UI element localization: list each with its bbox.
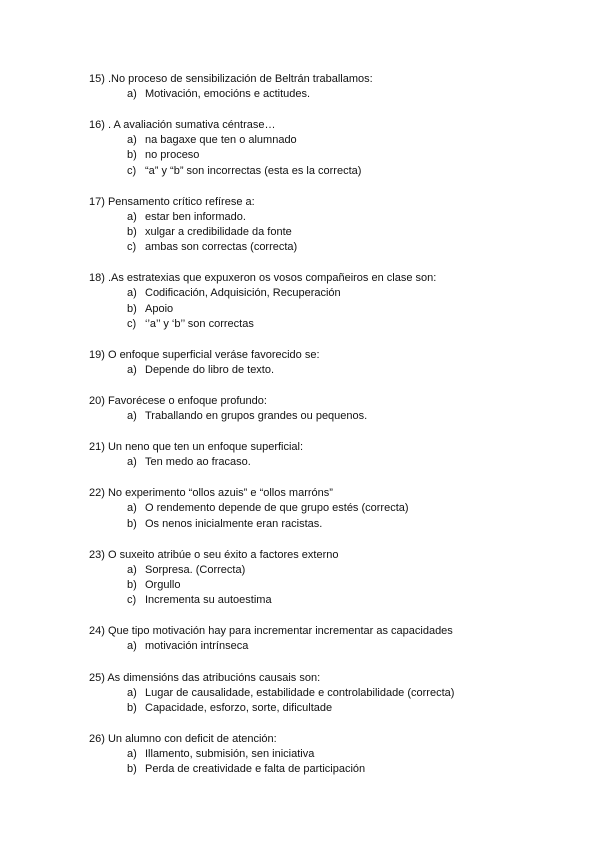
answer-option [89, 701, 569, 716]
answer-options [89, 286, 569, 332]
option-letter: c) [127, 164, 137, 177]
question-block [89, 486, 569, 531]
question-block [89, 732, 569, 777]
question-block [89, 624, 569, 654]
answer-options [89, 363, 569, 378]
option-text: Codificación, Adquisición, Recuperación [145, 287, 341, 300]
option-text: “a” y “b” son incorrectas (esta es la correcta) [145, 164, 362, 177]
option-text: Incrementa su autoestima [145, 594, 272, 607]
option-letter: a) [127, 134, 137, 147]
answer-option [89, 593, 569, 608]
option-text: Depende do libro de texto. [145, 363, 275, 376]
option-letter: a) [127, 747, 137, 760]
option-letter: a) [127, 210, 137, 223]
answer-option [89, 363, 569, 378]
option-letter: b) [127, 302, 137, 315]
answer-options [89, 563, 569, 609]
option-text: Os nenos inicialmente eran racistas. [145, 517, 323, 530]
option-letter: b) [127, 579, 137, 591]
answer-options [89, 747, 569, 777]
option-letter: b) [127, 763, 137, 776]
question-block [89, 348, 569, 378]
answer-option [89, 164, 569, 179]
answer-option [89, 87, 569, 102]
answer-option [89, 517, 569, 532]
answer-options [89, 133, 569, 179]
question-block [89, 548, 569, 609]
question-block [89, 271, 569, 332]
option-letter: a) [127, 456, 137, 469]
answer-options [89, 87, 569, 102]
answer-options [89, 210, 569, 256]
question-text: 23) O suxeito atribúe o seu éxito a factores externo [89, 548, 339, 561]
option-text: Illamento, submisión, sen iniciativa [145, 747, 315, 760]
option-text: Apoio [145, 302, 174, 315]
option-letter: c) [127, 241, 137, 254]
option-letter: c) [127, 317, 137, 330]
question-list [89, 72, 569, 793]
option-text: Sorpresa. (Correcta) [145, 563, 246, 576]
answer-option [89, 501, 569, 516]
answer-option [89, 639, 569, 654]
question-text: 22) No experimento “ollos azuis” e “ollos marróns” [89, 487, 333, 500]
option-letter: a) [127, 88, 137, 100]
answer-options [89, 455, 569, 470]
option-text: Perda de creatividade e falta de participación [145, 763, 366, 776]
answer-options [89, 501, 569, 531]
answer-option [89, 240, 569, 255]
option-text: ambas son correctas (correcta) [145, 241, 298, 254]
answer-option [89, 302, 569, 317]
question-block [89, 118, 569, 179]
option-text: Lugar de causalidade, estabilidade e controlabilidade (correcta) [145, 686, 455, 699]
question-block [89, 394, 569, 424]
question-text: 25) As dimensións das atribucións causais son: [89, 671, 321, 684]
question-text: 21) Un neno que ten un enfoque superficial: [89, 441, 304, 454]
answer-option [89, 133, 569, 148]
option-letter: a) [127, 287, 137, 300]
question-block [89, 195, 569, 256]
question-text: 20) Favorécese o enfoque profundo: [89, 395, 267, 408]
option-letter: a) [127, 502, 137, 515]
answer-option [89, 286, 569, 301]
option-text: estar ben informado. [145, 210, 246, 223]
option-text: Traballando en grupos grandes ou pequenos. [145, 410, 368, 423]
option-text: motivación intrínseca [145, 640, 249, 653]
answer-option [89, 317, 569, 332]
question-text: 15) .No proceso de sensibilización de Beltrán traballamos: [89, 73, 373, 85]
answer-options [89, 686, 569, 716]
option-text: Capacidade, esforzo, sorte, dificultade [145, 701, 333, 714]
question-text: 24) Que tipo motivación hay para incrementar incrementar as capacidades [89, 625, 453, 638]
answer-option [89, 563, 569, 578]
option-text: Orgullo [145, 579, 181, 591]
question-text: 17) Pensamento crítico refírese a: [89, 195, 255, 208]
question-block [89, 72, 569, 102]
answer-options [89, 639, 569, 654]
option-letter: a) [127, 363, 137, 376]
option-text: xulgar a credibilidade da fonte [145, 225, 292, 238]
answer-option [89, 210, 569, 225]
option-letter: b) [127, 701, 137, 714]
question-block [89, 440, 569, 470]
answer-option [89, 686, 569, 701]
option-letter: b) [127, 517, 137, 530]
option-text: Ten medo ao fracaso. [145, 456, 251, 469]
answer-option [89, 148, 569, 163]
question-text: 16) . A avaliación sumativa céntrase… [89, 119, 276, 132]
option-letter: a) [127, 563, 137, 576]
question-text: 26) Un alumno con deficit de atención: [89, 732, 277, 745]
option-text: Motivación, emocións e actitudes. [145, 88, 311, 100]
option-letter: a) [127, 410, 137, 423]
answer-option [89, 578, 569, 593]
question-block [89, 671, 569, 716]
option-text: O rendemento depende de que grupo estés (correcta) [145, 502, 409, 515]
question-text: 19) O enfoque superficial veráse favorecido se: [89, 348, 320, 361]
answer-option [89, 747, 569, 762]
answer-option [89, 455, 569, 470]
answer-option [89, 225, 569, 240]
answer-options [89, 409, 569, 424]
answer-option [89, 409, 569, 424]
option-letter: b) [127, 149, 137, 162]
option-text: no proceso [145, 149, 200, 162]
option-letter: c) [127, 594, 137, 607]
answer-option [89, 762, 569, 777]
option-letter: b) [127, 225, 137, 238]
option-letter: a) [127, 640, 137, 653]
option-letter: a) [127, 686, 137, 699]
option-text: na bagaxe que ten o alumnado [145, 134, 297, 147]
option-text: ‘’a’’ y ‘b’’ son correctas [145, 317, 254, 330]
question-text: 18) .As estratexias que expuxeron os vosos compañeiros en clase son: [89, 272, 437, 285]
